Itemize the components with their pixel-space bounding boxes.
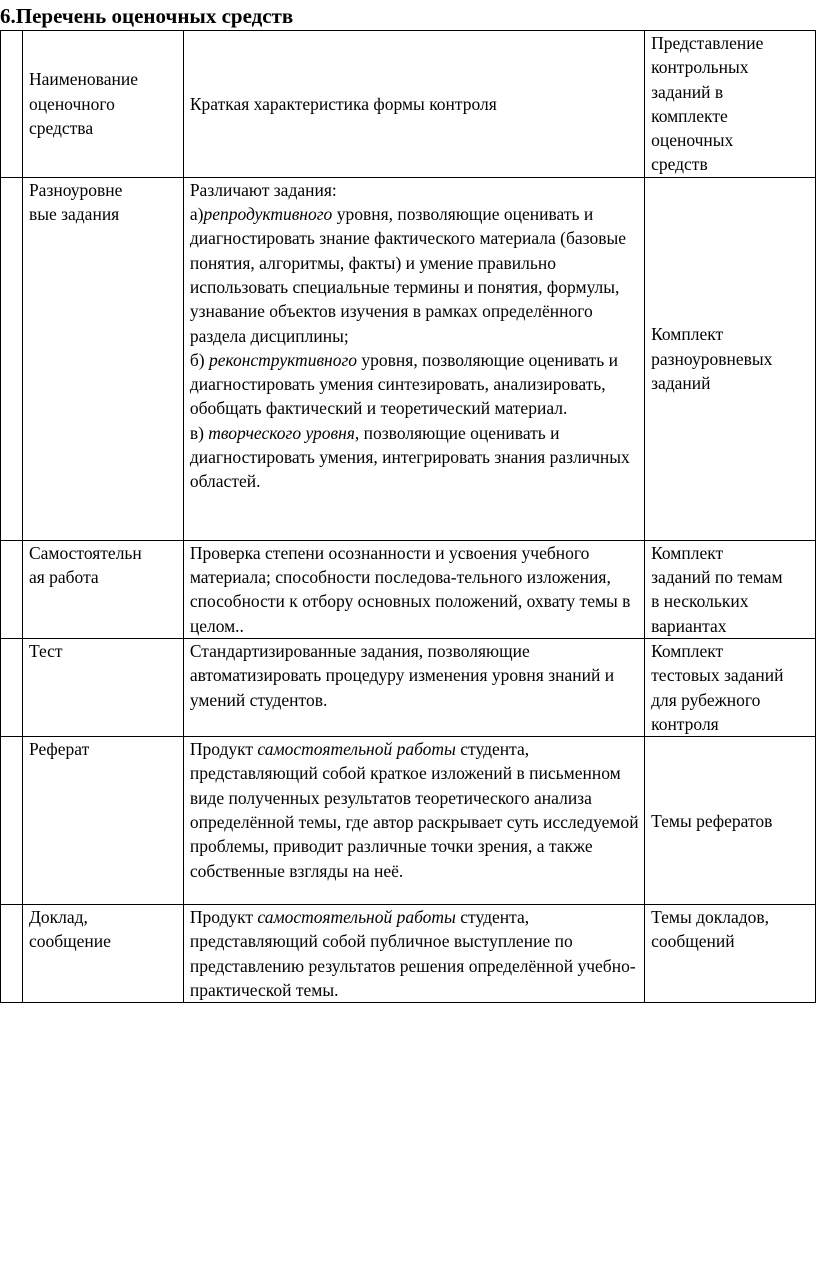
tool-name: Доклад, сообщение (22, 905, 183, 1003)
tool-name: Самостоятельн ая работа (22, 540, 183, 638)
table-row (1, 177, 816, 540)
header-presentation: Представление контрольных заданий в комплекте оценочных средств (645, 31, 816, 178)
row-marker-cell (1, 905, 23, 1003)
row-marker-cell (1, 737, 23, 905)
table-header-row (1, 31, 816, 178)
tool-name: Тест (22, 638, 183, 736)
tool-presentation: Комплект заданий по темам в нескольких вариантах (645, 540, 816, 638)
row-marker-cell (1, 540, 23, 638)
level-a: а)репродуктивного уровня, позволяющие оценивать и диагностировать знание фактического материала (базовые понятия, алгоритмы, факты) и умение правильно использовать специальные термины и понятия, формулы, узнавание объектов изучения в рамках определённого раздела дисциплины; (189, 204, 626, 346)
tool-description (183, 177, 644, 540)
table-row (1, 905, 816, 1003)
header-tool-name: Наименование оценочного средства (22, 31, 183, 178)
tool-description: Продукт самостоятельной работы студента, представляющий собой публичное выступление по представлению результатов решения определённой учебно-практической темы. (183, 905, 644, 1003)
tool-presentation: Комплект разноуровневых заданий (645, 177, 816, 540)
level-c: в) творческого уровня, позволяющие оценивать и диагностировать умения, интегрировать знания различных областей. (189, 422, 630, 492)
header-control-description: Краткая характеристика формы контроля (183, 31, 644, 178)
tool-name: Разноуровне вые задания (22, 177, 183, 540)
row-marker-cell (1, 177, 23, 540)
description-intro: Различают задания: (189, 179, 337, 200)
level-b: б) реконструктивного уровня, позволяющие оценивать и диагностировать умения синтезировать, анализировать, обобщать фактический и теоретический материал. (189, 349, 618, 419)
assessment-tools-table (0, 30, 816, 1003)
table-row (1, 737, 816, 905)
tool-description: Продукт самостоятельной работы студента, представляющий собой краткое изложений в письменном виде полученных результатов теоретического анализа определённой темы, где автор раскрывает суть исследуемой проблемы, приводит различные точки зрения, а также собственные взгляды на неё. (183, 737, 644, 905)
row-marker-cell (1, 31, 23, 178)
tool-description: Стандартизированные задания, позволяющие автоматизировать процедуру изменения уровня знаний и умений студентов. (183, 638, 644, 736)
table-row (1, 638, 816, 736)
tool-description: Проверка степени осознанности и усвоения учебного материала; способности последова-тельного изложения, способности к отбору основных положений, охвату темы в целом.. (183, 540, 644, 638)
tool-presentation: Темы докладов, сообщений (645, 905, 816, 1003)
tool-presentation: Темы рефератов (645, 737, 816, 905)
document-title: 6.Перечень оценочных средств (0, 4, 294, 28)
row-marker-cell (1, 638, 23, 736)
tool-presentation: Комплект тестовых заданий для рубежного контроля (645, 638, 816, 736)
table-row (1, 540, 816, 638)
tool-name: Реферат (22, 737, 183, 905)
